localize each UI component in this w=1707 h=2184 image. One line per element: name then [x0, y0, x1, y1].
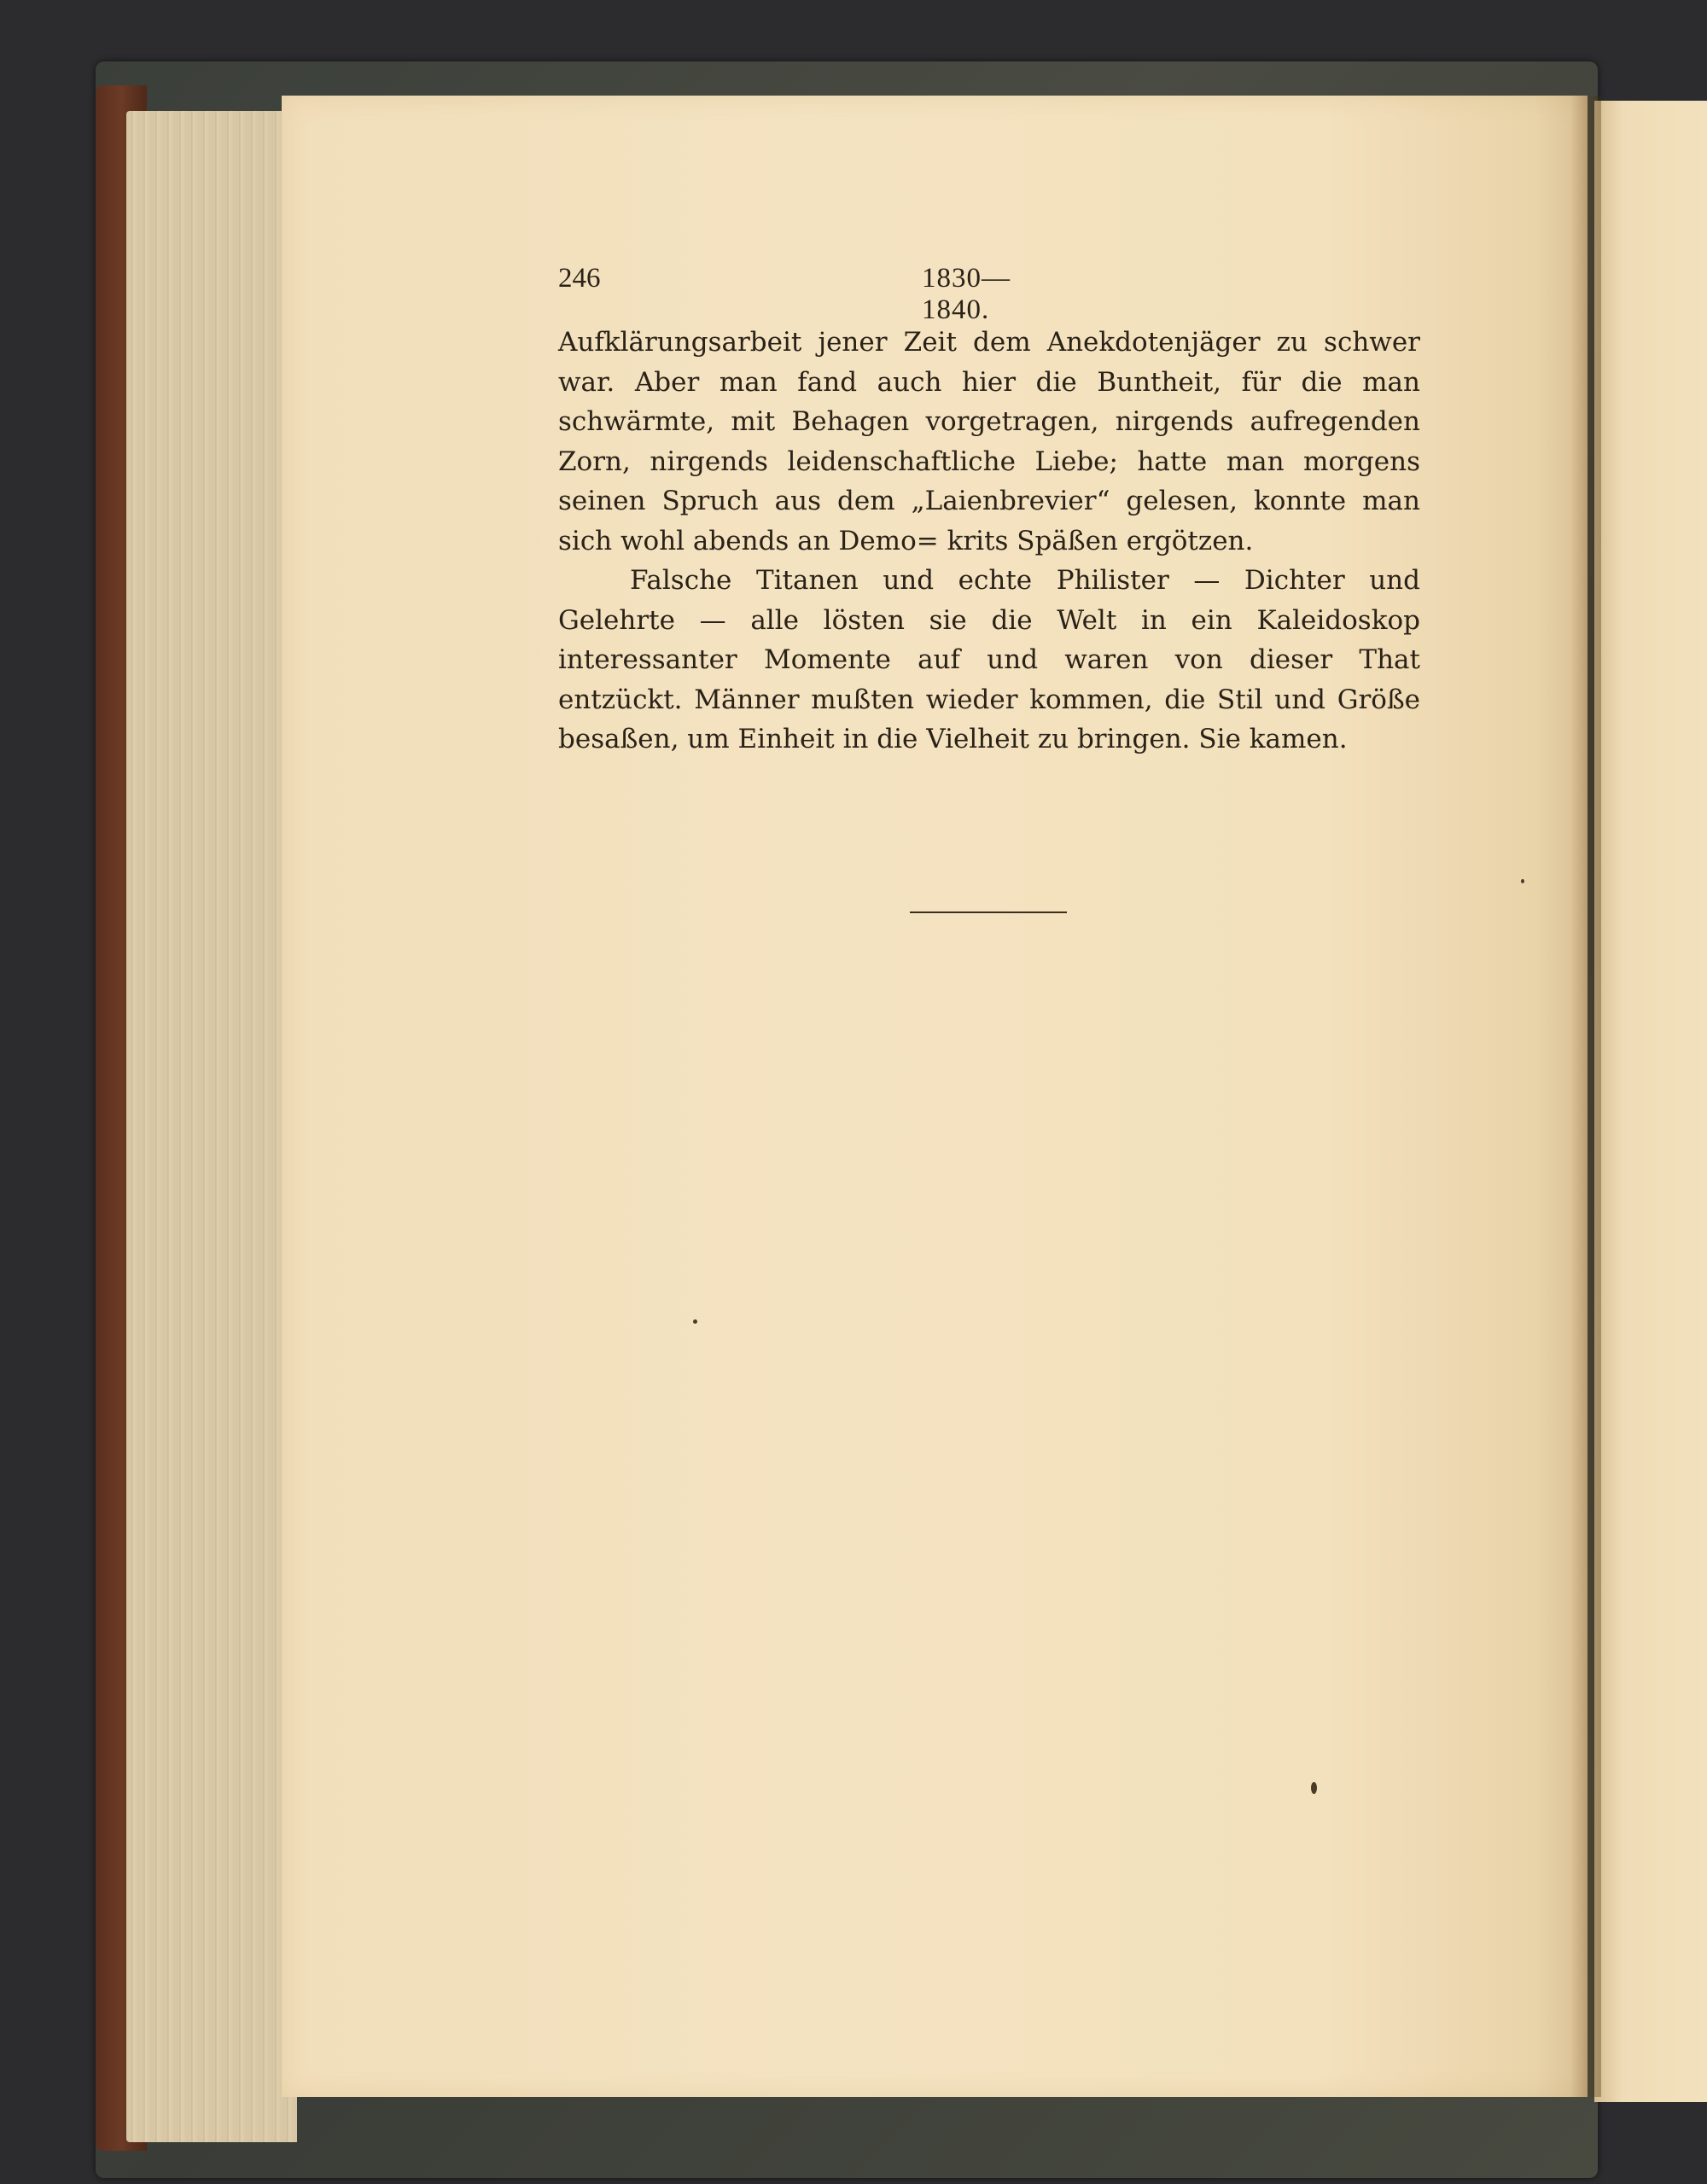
paper-speck [693, 1319, 697, 1324]
page-edges [126, 111, 297, 2142]
page-header [558, 263, 1070, 325]
paragraph: Falsche Titanen und echte Philister — Dichter und Gelehrte — alle lösten sie die Welt in ein Kaleidoskop interessanter Momente auf und waren von dieser That entzückt. Männer mußten wieder kommen, die Stil und Größe besaßen, um Einheit in die Vielheit zu bringen. Sie kamen. [558, 565, 1420, 754]
paragraph: Aufklärungsarbeit jener Zeit dem Anekdotenjäger zu schwer war. Aber man fand auch hier die Buntheit, für die man schwärmte, mit Behagen vorgetragen, nirgends aufregenden Zorn, nirgends leidenschaftliche Liebe; hatte man morgens seinen Spruch aus dem „Laienbrevier“ gelesen, konnte man sich wohl abends an Demo= krits Späßen ergötzen. [558, 327, 1420, 556]
facing-page [1594, 101, 1707, 2102]
running-head: 1830—1840. [922, 263, 1011, 325]
gutter-shadow [1570, 96, 1601, 2097]
body-text [558, 323, 1420, 760]
page-number: 246 [558, 263, 601, 294]
section-end-rule [910, 911, 1067, 913]
paper-speck [1311, 1782, 1317, 1794]
paper-speck [1521, 879, 1524, 883]
